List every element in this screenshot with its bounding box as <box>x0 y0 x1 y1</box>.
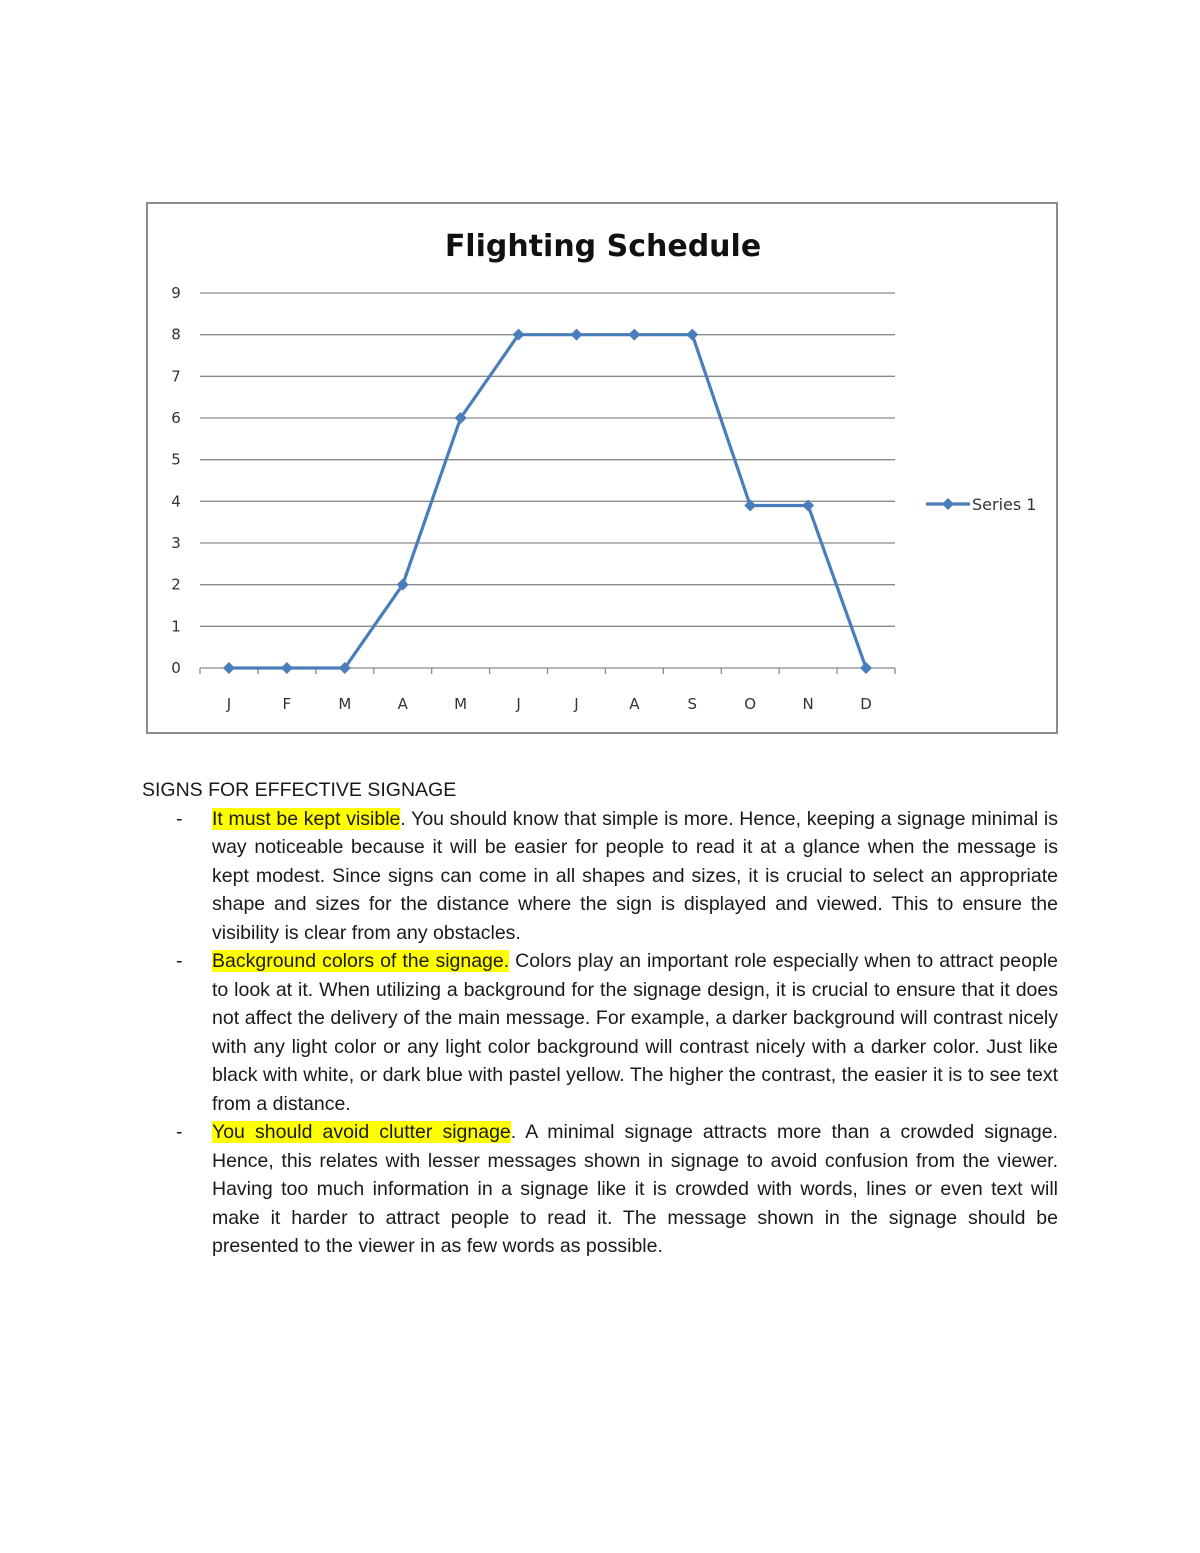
document-body <box>142 776 1058 1261</box>
y-tick-label: 7 <box>171 367 181 386</box>
bullet-text: . A minimal signage attracts more than a crowded signage. Hence, this relates with lesser messages shown in signage to avoid confusion from the viewer. Having too much information in a signage like it is crowded with words, lines or even text will make it harder to attract people to read it. The message shown in the signage should be presented to the viewer in as few words as possible. <box>212 1121 1058 1257</box>
y-axis-tick-labels <box>171 284 181 677</box>
line-chart <box>148 204 1056 732</box>
y-tick-label: 9 <box>171 284 181 302</box>
bullet-dash: - <box>176 1121 183 1143</box>
x-tick-label: O <box>744 695 757 713</box>
data-point <box>223 662 235 674</box>
y-tick-label: 5 <box>171 450 181 469</box>
data-point <box>860 662 872 674</box>
y-tick-label: 2 <box>171 575 181 594</box>
x-tick-label: J <box>574 695 579 713</box>
grid-lines <box>200 293 895 674</box>
x-tick-label: M <box>338 695 352 713</box>
x-tick-label: M <box>454 695 468 713</box>
data-point <box>281 662 293 674</box>
chart-legend <box>926 495 1036 514</box>
list-item <box>142 1118 1058 1261</box>
data-point <box>686 329 698 341</box>
legend-marker <box>942 498 954 510</box>
x-axis-tick-labels <box>226 695 872 713</box>
x-tick-label: A <box>397 695 408 713</box>
y-tick-label: 3 <box>171 534 181 552</box>
x-tick-label: N <box>802 695 814 713</box>
x-tick-label: A <box>629 695 640 713</box>
list-item <box>142 947 1058 1118</box>
highlighted-phrase: It must be kept visible <box>212 807 401 830</box>
y-tick-label: 8 <box>171 325 181 344</box>
data-point <box>628 329 640 341</box>
bullet-text: . You should know that simple is more. Hence, keeping a signage minimal is way noticeable because it will be easier for people to read it at a glance when the message is kept modest. Since signs can come in all shapes and sizes, it is crucial to select an appropriate shape and sizes for the distance where the sign is displayed and viewed. This to ensure the visibility is clear from any obstacles. <box>212 807 1058 944</box>
x-tick-label: F <box>282 695 292 713</box>
y-tick-label: 4 <box>171 492 181 511</box>
bullet-dash: - <box>176 807 183 830</box>
x-tick-label: S <box>687 695 698 713</box>
legend-label: Series 1 <box>972 495 1037 514</box>
chart-title: Flighting Schedule <box>444 229 762 264</box>
bullet-text: Colors play an important role especially when to attract people to look at it. When utilizing a background for the signage design, it is crucial to ensure that it does not affect the delivery of the main message. For example, a darker background will contrast nicely with any light color or any light color background will contrast nicely with a darker color. Just like black with white, or dark blue with pastel yellow. The higher the contrast, the easier it is to see text from a distance. <box>212 950 1058 1115</box>
highlighted-phrase: You should avoid clutter signage <box>212 1121 511 1143</box>
x-tick-label: J <box>226 695 232 713</box>
list-item <box>142 805 1058 948</box>
y-tick-label: 0 <box>171 659 181 677</box>
section-heading: SIGNS FOR EFFECTIVE SIGNAGE <box>142 779 457 801</box>
x-tick-label: J <box>516 695 521 713</box>
data-point <box>570 329 582 341</box>
chart-frame <box>146 202 1058 734</box>
y-tick-label: 6 <box>171 409 181 427</box>
x-tick-label: D <box>860 695 872 713</box>
bullet-dash: - <box>176 950 183 972</box>
y-tick-label: 1 <box>171 617 181 636</box>
highlighted-phrase: Background colors of the signage. <box>212 950 510 972</box>
